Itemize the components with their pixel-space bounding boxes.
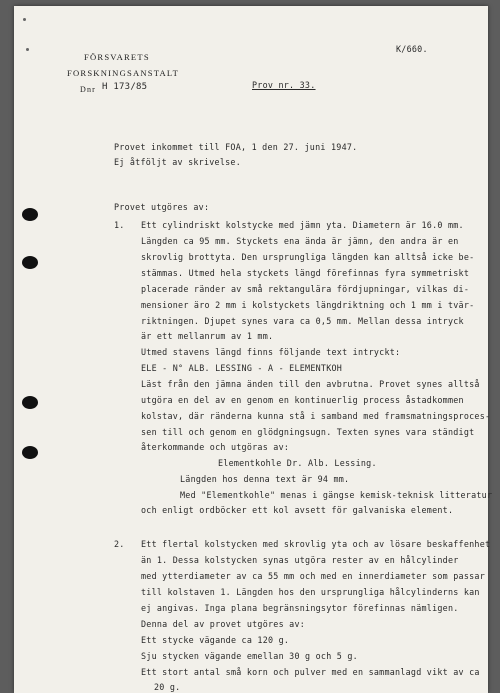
item-1-line: stämmas. Utmed hela styckets längd förefinnas fyra symmetriskt (141, 268, 470, 278)
item-1-line: Längden ca 95 mm. Styckets ena ända är jämn, den andra är en (141, 236, 459, 246)
item-1-line: Läst från den jämna änden till den avbrutna. Provet synes alltså (141, 379, 480, 389)
item-1-line: Med "Elementkohle" menas i gängse kemisk-teknisk litteratur (180, 490, 493, 500)
item-1-line: Utmed stavens längd finns följande text intryckt: (141, 347, 401, 357)
item-1-line: utgöra en del av en genom en kontinuerlig process åstadkommen (141, 395, 464, 405)
centered-text: Elementkohle Dr. Alb. Lessing. (218, 458, 377, 468)
punch-hole (22, 256, 38, 269)
intro-line-2: Ej åtföljt av skrivelse. (114, 157, 242, 167)
org-line-2: FORSKNINGSANSTALT (67, 68, 180, 78)
reference-number: K/660. (396, 44, 428, 54)
item-2-line: Denna del av provet utgöres av: (141, 619, 306, 629)
item-1-line: kolstav, där ränderna kunna stå i samband med framsmatningsproces- (141, 411, 491, 421)
item-1-line: placerade ränder av små rektangulära fördjupningar, vilkas di- (141, 284, 470, 294)
item-1-line: återkommande och utgöras av: (141, 442, 290, 452)
dnr-label: Dnr (80, 85, 97, 94)
item-1-line: och enligt ordböcker ett kol avsett för galvaniska element. (141, 505, 454, 515)
item-1-line: sen till och genom en glödgningsugn. Texten synes vara ständigt (141, 427, 475, 437)
item-2-line: med ytterdiameter av ca 55 mm och med en innerdiameter som passar (141, 571, 485, 581)
item-2-line: Ett stycke vägande ca 120 g. (141, 635, 290, 645)
punch-hole (22, 446, 38, 459)
item-2-line: Ett flertal kolstycken med skrovlig yta och av lösare beskaffenhet (141, 539, 491, 549)
item-2-line: Sju stycken vägande emellan 30 g och 5 g. (141, 651, 358, 661)
item-2-number: 2. (114, 539, 125, 549)
punch-hole (22, 396, 38, 409)
item-1-line: mensioner äro 2 mm i kolstyckets längdriktning och 1 mm i tvär- (141, 300, 475, 310)
speck-mark (23, 18, 26, 21)
item-2-line: till kolstaven 1. Längden hos den ursprungliga hålcylinderns kan (141, 587, 480, 597)
indented-line: Längden hos denna text är 94 mm. (180, 474, 350, 484)
item-2-line: än 1. Dessa kolstycken synas utgöra rester av en hålcylinder (141, 555, 459, 565)
item-1-line: riktningen. Djupet synes vara ca 0,5 mm. Mellan dessa intryck (141, 316, 464, 326)
item-2-line: ej angivas. Inga plana begränsningsytor förefinnas nämligen. (141, 603, 459, 613)
document-title: Prov nr. 33. (252, 80, 316, 90)
speck-mark (26, 48, 29, 51)
item-1-line: Ett cylindriskt kolstycke med jämn yta. Diametern är 16.0 mm. (141, 220, 464, 230)
item-1-line: skrovlig brottyta. Den ursprungliga längden kan alltså icke be- (141, 252, 475, 262)
intro-line-1: Provet inkommet till FOA, 1 den 27. juni 1947. (114, 142, 358, 152)
org-line-1: FÖRSVARETS (84, 52, 150, 62)
item-2-line: Ett stort antal små korn och pulver med en sammanlagd vikt av ca (141, 667, 480, 677)
section-heading: Provet utgöres av: (114, 202, 210, 212)
item-1-line: är ett mellanrum av 1 mm. (141, 331, 274, 341)
punch-hole (22, 208, 38, 221)
document-page (14, 6, 493, 693)
dnr-value: H 173/85 (102, 82, 148, 92)
inscription-text: ELE - N° ALB. LESSING - A - ELEMENTKOH (141, 363, 343, 373)
item-1-number: 1. (114, 220, 125, 230)
item-2-line: 20 g. (154, 682, 181, 692)
